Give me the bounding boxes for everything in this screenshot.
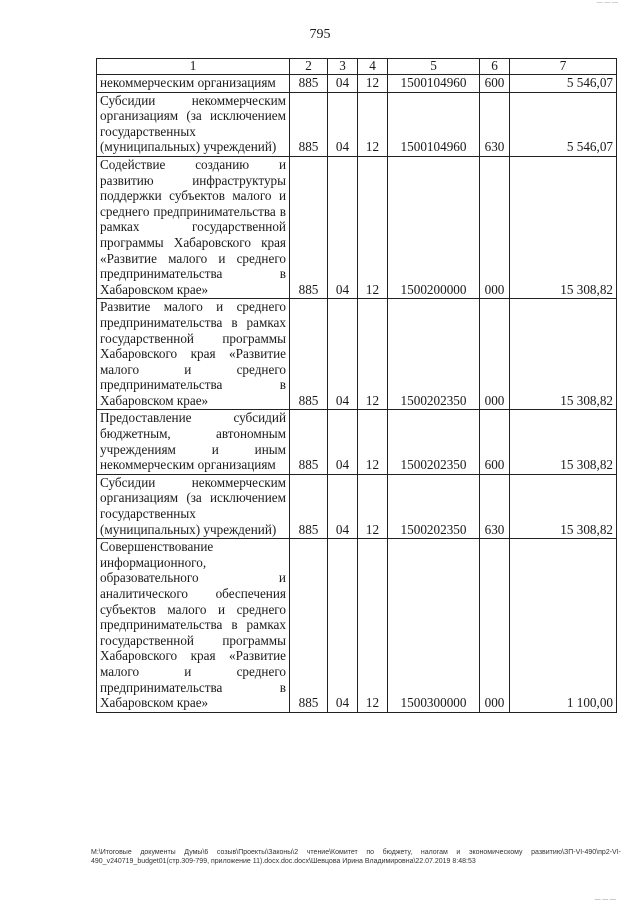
row-expense-type: 600 [480, 410, 510, 474]
row-expense-type: 630 [480, 474, 510, 538]
row-ministry-code: 885 [290, 92, 328, 156]
row-section-code: 04 [328, 92, 358, 156]
row-subsection-code: 12 [358, 92, 388, 156]
document-path-footer: M:\Итоговые документы Думы\6 созыв\Проекты\Законы\2 чтение\Комитет по бюджету, налогам и экономическому развитию\ЗП-VI-490\пр2-VI-490_v240719_budget01(стр.309-799, приложение 11).docx.doc.docx\Шевцова Ирина Владимировна\22.07.2019 8:48:53 [91, 849, 621, 865]
row-amount: 5 546,07 [510, 92, 617, 156]
row-target-code: 1500200000 [388, 156, 480, 298]
scan-mark-bottom: — — — [594, 897, 616, 903]
row-expense-type: 600 [480, 75, 510, 93]
row-subsection-code: 12 [358, 474, 388, 538]
header-col-6: 6 [480, 59, 510, 75]
row-ministry-code: 885 [290, 474, 328, 538]
row-expense-type: 000 [480, 156, 510, 298]
row-target-code: 1500300000 [388, 539, 480, 713]
row-subsection-code: 12 [358, 75, 388, 93]
row-expense-type: 000 [480, 299, 510, 410]
row-amount: 5 546,07 [510, 75, 617, 93]
table-row [97, 92, 617, 156]
table-row [97, 410, 617, 474]
row-target-code: 1500104960 [388, 92, 480, 156]
row-amount: 15 308,82 [510, 474, 617, 538]
row-section-code: 04 [328, 299, 358, 410]
row-ministry-code: 885 [290, 156, 328, 298]
header-col-7: 7 [510, 59, 617, 75]
row-expense-type: 630 [480, 92, 510, 156]
row-name: Содействие созданию и развитию инфраструктуры поддержки субъектов малого и среднего предпринимательства в рамках государственной программы Хабаровского края «Развитие малого и среднего предпринимательства в Хабаровском крае» [97, 156, 290, 298]
row-section-code: 04 [328, 474, 358, 538]
header-col-4: 4 [358, 59, 388, 75]
row-expense-type: 000 [480, 539, 510, 713]
row-subsection-code: 12 [358, 299, 388, 410]
scan-mark-top: — — — [596, 0, 618, 6]
row-name: Субсидии некоммерческим организациям (за исключением государственных (муниципальных) учреждений) [97, 92, 290, 156]
table-header-row [97, 59, 617, 75]
row-section-code: 04 [328, 539, 358, 713]
table-row [97, 299, 617, 410]
row-name: Развитие малого и среднего предпринимательства в рамках государственной программы Хабаровского края «Развитие малого и среднего предпринимательства в Хабаровском крае» [97, 299, 290, 410]
row-target-code: 1500202350 [388, 474, 480, 538]
row-amount: 1 100,00 [510, 539, 617, 713]
row-ministry-code: 885 [290, 539, 328, 713]
header-col-5: 5 [388, 59, 480, 75]
row-target-code: 1500104960 [388, 75, 480, 93]
row-amount: 15 308,82 [510, 299, 617, 410]
row-name: Предоставление субсидий бюджетным, автономным учреждениям и иным некоммерческим организациям [97, 410, 290, 474]
row-amount: 15 308,82 [510, 156, 617, 298]
row-amount: 15 308,82 [510, 410, 617, 474]
row-target-code: 1500202350 [388, 299, 480, 410]
row-name: некоммерческим организациям [97, 75, 290, 93]
header-col-2: 2 [290, 59, 328, 75]
row-section-code: 04 [328, 156, 358, 298]
table-row [97, 474, 617, 538]
row-subsection-code: 12 [358, 539, 388, 713]
header-col-3: 3 [328, 59, 358, 75]
row-ministry-code: 885 [290, 299, 328, 410]
table-row [97, 156, 617, 298]
row-subsection-code: 12 [358, 410, 388, 474]
row-ministry-code: 885 [290, 75, 328, 93]
header-col-1: 1 [97, 59, 290, 75]
row-name: Субсидии некоммерческим организациям (за исключением государственных (муниципальных) учреждений) [97, 474, 290, 538]
row-ministry-code: 885 [290, 410, 328, 474]
budget-table [96, 58, 617, 713]
row-name: Совершенствование информационного, образовательного и аналитического обеспечения субъектов малого и среднего предпринимательства в рамках государственной программы Хабаровского края «Развитие малого и среднего предпринимательства в Хабаровском крае» [97, 539, 290, 713]
table-row [97, 75, 617, 93]
page-number: 795 [309, 27, 331, 42]
table-row [97, 539, 617, 713]
row-subsection-code: 12 [358, 156, 388, 298]
row-section-code: 04 [328, 410, 358, 474]
row-section-code: 04 [328, 75, 358, 93]
row-target-code: 1500202350 [388, 410, 480, 474]
